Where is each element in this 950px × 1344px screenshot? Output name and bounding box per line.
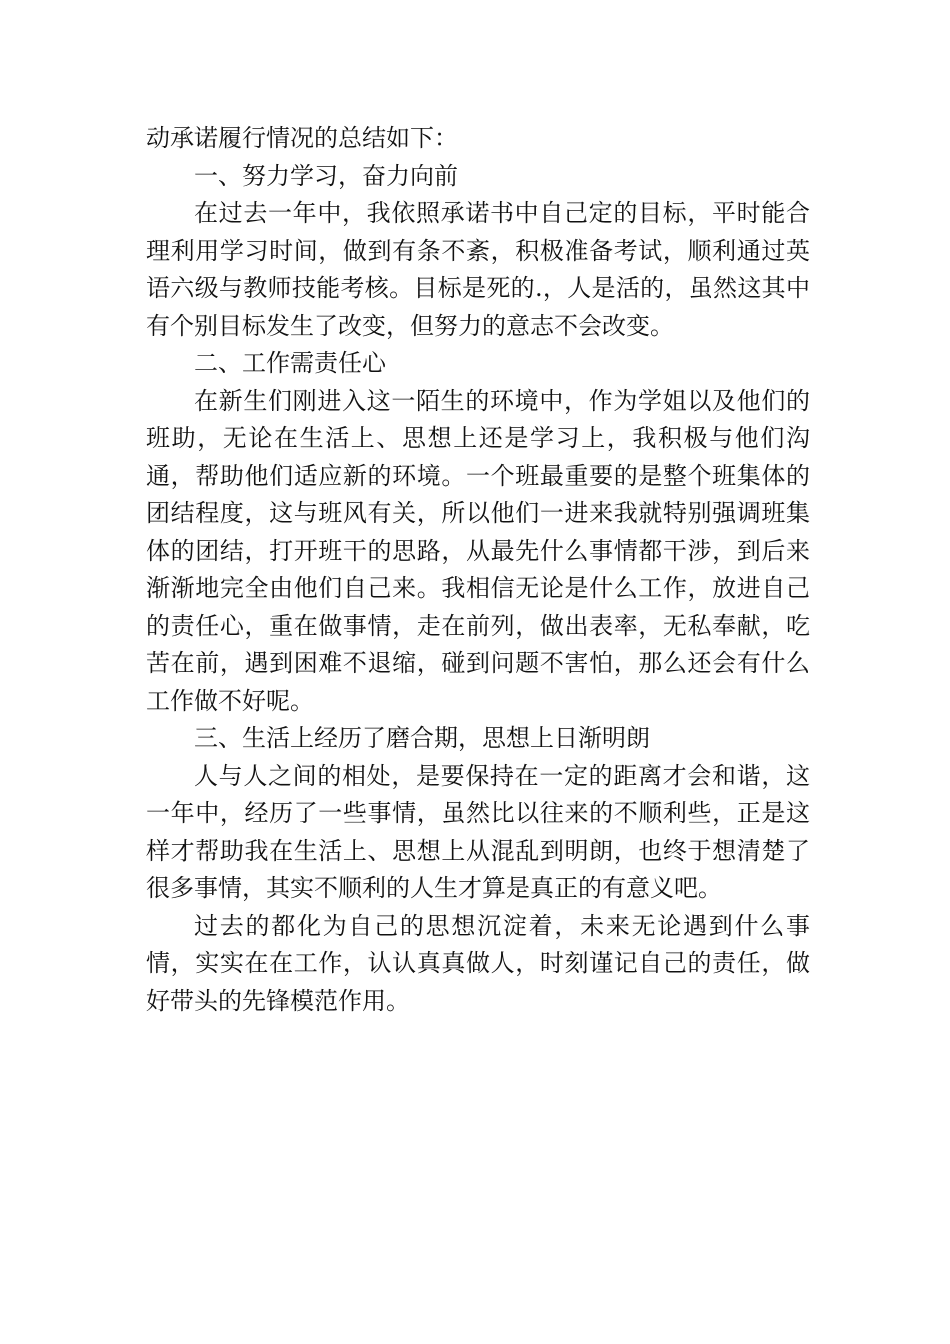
paragraph-work: 在新生们刚进入这一陌生的环境中，作为学姐以及他们的班助，无论在生活上、思想上还是学习上，我积极与他们沟通，帮助他们适应新的环境。一个班最重要的是整个班集体的团结程度，这与班风有关，所以他们一进来我就特别强调班集体的团结，打开班干的思路，从最先什么事情都干涉，到后来渐渐地完全由他们自己来。我相信无论是什么工作，放进自己的责任心，重在做事情，走在前列，做出表率，无私奉献，吃苦在前，遇到困难不退缩，碰到问题不害怕，那么还会有什么工作做不好呢。 — [146, 386, 810, 715]
section-heading-life: 三、生活上经历了磨合期，思想上日渐明朗 — [194, 724, 650, 752]
section-heading-work: 二、工作需责任心 — [194, 349, 386, 377]
paragraph-intro-continuation: 动承诺履行情况的总结如下： — [146, 124, 458, 152]
document-body — [146, 120, 810, 1020]
paragraph-life: 人与人之间的相处，是要保持在一定的距离才会和谐，这一年中，经历了一些事情，虽然比以往来的不顺利些，正是这样才帮助我在生活上、思想上从混乱到明朗，也终于想清楚了很多事情，其实不顺利的人生才算是真正的有意义吧。 — [146, 761, 810, 902]
paragraph-conclusion: 过去的都化为自己的思想沉淀着，未来无论遇到什么事情，实实在在工作，认认真真做人，时刻谨记自己的责任，做好带头的先锋模范作用。 — [146, 911, 810, 1015]
section-heading-study: 一、努力学习，奋力向前 — [194, 161, 458, 190]
paragraph-study: 在过去一年中，我依照承诺书中自己定的目标，平时能合理利用学习时间，做到有条不紊，积极准备考试，顺利通过英语六级与教师技能考核。目标是死的.，人是活的，虽然这其中有个别目标发生了改变，但努力的意志不会改变。 — [146, 199, 810, 340]
